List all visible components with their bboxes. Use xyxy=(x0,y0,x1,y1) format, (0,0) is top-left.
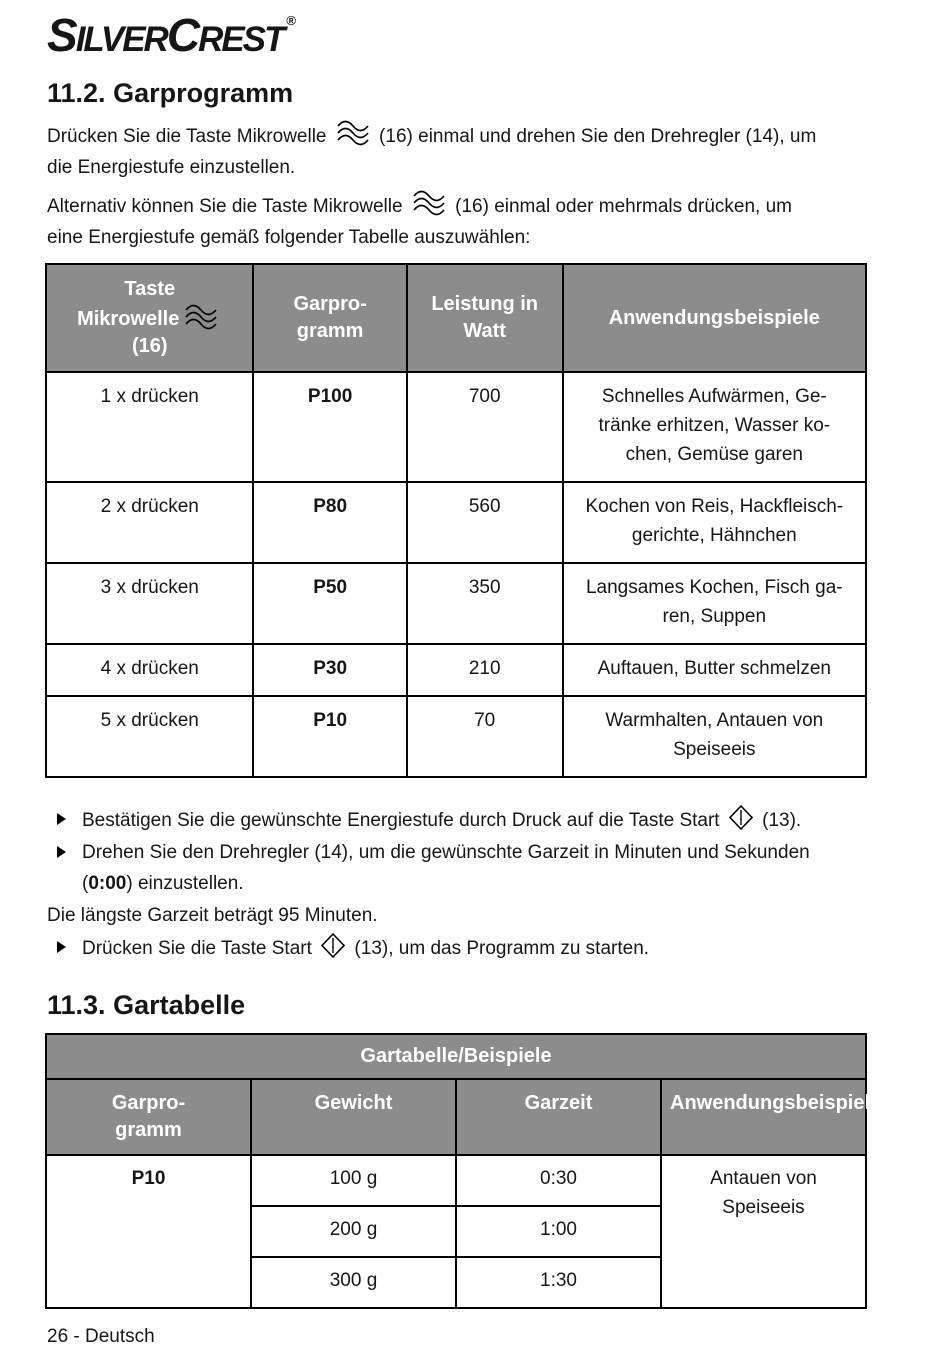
header-cell-anwendungsbeispiele: Anwendungsbeispiele xyxy=(563,264,866,372)
section-title-gartabelle: 11.3. Gartabelle xyxy=(47,990,246,1020)
power-table-header-row xyxy=(46,264,866,372)
start-icon xyxy=(728,804,754,831)
cooking-table-title: Gartabelle/Beispiele xyxy=(46,1034,866,1079)
table-row xyxy=(46,644,866,696)
program-cell: P50 xyxy=(253,563,406,644)
examples-cell: Kochen von Reis, Hackfleisch- gerichte, Hähnchen xyxy=(563,482,866,563)
press-count-cell: 1 x drücken xyxy=(46,372,253,482)
program-cell: P10 xyxy=(46,1155,251,1308)
step-text: Drücken Sie die Taste Start (13), um das Programm zu starten. xyxy=(82,938,649,959)
table-row xyxy=(46,696,866,777)
paragraph-microwave-instruction: Drücken Sie die Taste Mikrowelle (16) einmal und drehen Sie den Drehregler (14), um die Energiestufe einzustellen. xyxy=(47,119,922,183)
examples-cell: Langsames Kochen, Fisch ga- ren, Suppen xyxy=(563,563,866,644)
weight-cell: 300 g xyxy=(251,1257,456,1308)
brand-logo xyxy=(47,9,950,61)
time-cell: 0:30 xyxy=(456,1155,661,1206)
logo-letters: ILVER xyxy=(75,20,167,59)
step-text: Drehen Sie den Drehregler (14), um die gewünschte Garzeit in Minuten und Sekunden (0:00) einzustellen. xyxy=(82,842,810,894)
paragraph-alternative-instruction: Alternativ können Sie die Taste Mikrowelle (16) einmal oder mehrmals drücken, um eine Energiestufe gemäß folgender Tabelle auszuwählen: xyxy=(47,189,922,253)
weight-cell: 100 g xyxy=(251,1155,456,1206)
press-count-cell: 5 x drücken xyxy=(46,696,253,777)
press-count-cell: 4 x drücken xyxy=(46,644,253,696)
program-cell: P80 xyxy=(253,482,406,563)
watt-cell: 700 xyxy=(407,372,563,482)
header-cell-garzeit: Garzeit xyxy=(456,1079,661,1155)
watt-cell: 70 xyxy=(407,696,563,777)
weight-cell: 200 g xyxy=(251,1206,456,1257)
press-count-cell: 3 x drücken xyxy=(46,563,253,644)
program-cell: P30 xyxy=(253,644,406,696)
bullet-icon xyxy=(57,846,66,858)
header-cell-garprogramm: Garpro- gramm xyxy=(46,1079,251,1155)
section-title-garprogramm: 11.2. Garprogramm xyxy=(47,78,294,108)
program-cell: P10 xyxy=(253,696,406,777)
header-cell-anwendungsbeispiele: Anwendungsbeispiele xyxy=(661,1079,866,1155)
cooking-table-title-row xyxy=(46,1034,866,1079)
bullet-icon xyxy=(57,941,66,953)
header-cell-leistung-watt: Leistung in Watt xyxy=(407,264,563,372)
examples-cell: Schnelles Aufwärmen, Ge- tränke erhitzen, Wasser ko- chen, Gemüse garen xyxy=(563,372,866,482)
microwave-icon xyxy=(335,119,371,147)
time-cell: 1:00 xyxy=(456,1206,661,1257)
bullet-icon xyxy=(57,813,66,825)
logo-letter: S xyxy=(47,9,76,61)
examples-cell: Warmhalten, Antauen von Speiseeis xyxy=(563,696,866,777)
examples-cell: Auftauen, Butter schmelzen xyxy=(563,644,866,696)
instruction-steps xyxy=(0,804,950,964)
note-max-cooking-time: Die längste Garzeit beträgt 95 Minuten. xyxy=(47,905,378,926)
watt-cell: 210 xyxy=(407,644,563,696)
step-item xyxy=(57,804,905,836)
header-cell-garprogramm: Garpro- gramm xyxy=(253,264,406,372)
start-icon xyxy=(320,932,346,959)
table-row xyxy=(46,1155,866,1206)
watt-cell: 560 xyxy=(407,482,563,563)
logo-letter: C xyxy=(166,9,199,61)
header-cell-gewicht: Gewicht xyxy=(251,1079,456,1155)
press-count-cell: 2 x drücken xyxy=(46,482,253,563)
footer-page-number: 26 - Deutsch xyxy=(47,1326,155,1347)
program-cell: P100 xyxy=(253,372,406,482)
step-item xyxy=(57,932,905,964)
microwave-icon xyxy=(411,189,447,217)
microwave-icon xyxy=(183,303,219,331)
header-cell-taste-mikrowelle: Taste Mikrowelle (16) xyxy=(46,264,253,372)
examples-cell: Antauen von Speiseeis xyxy=(661,1155,866,1308)
time-cell: 1:30 xyxy=(456,1257,661,1308)
step-text: Bestätigen Sie die gewünschte Energiestufe durch Druck auf die Taste Start (13). xyxy=(82,810,801,831)
registered-trademark-symbol: ® xyxy=(286,13,297,28)
cooking-table-header-row xyxy=(46,1079,866,1155)
table-row xyxy=(46,563,866,644)
logo-letters: REST xyxy=(198,20,284,59)
table-row xyxy=(46,482,866,563)
table-row xyxy=(46,372,866,482)
power-level-table xyxy=(45,263,867,778)
watt-cell: 350 xyxy=(407,563,563,644)
step-item xyxy=(57,837,905,899)
cooking-table xyxy=(45,1033,882,1309)
